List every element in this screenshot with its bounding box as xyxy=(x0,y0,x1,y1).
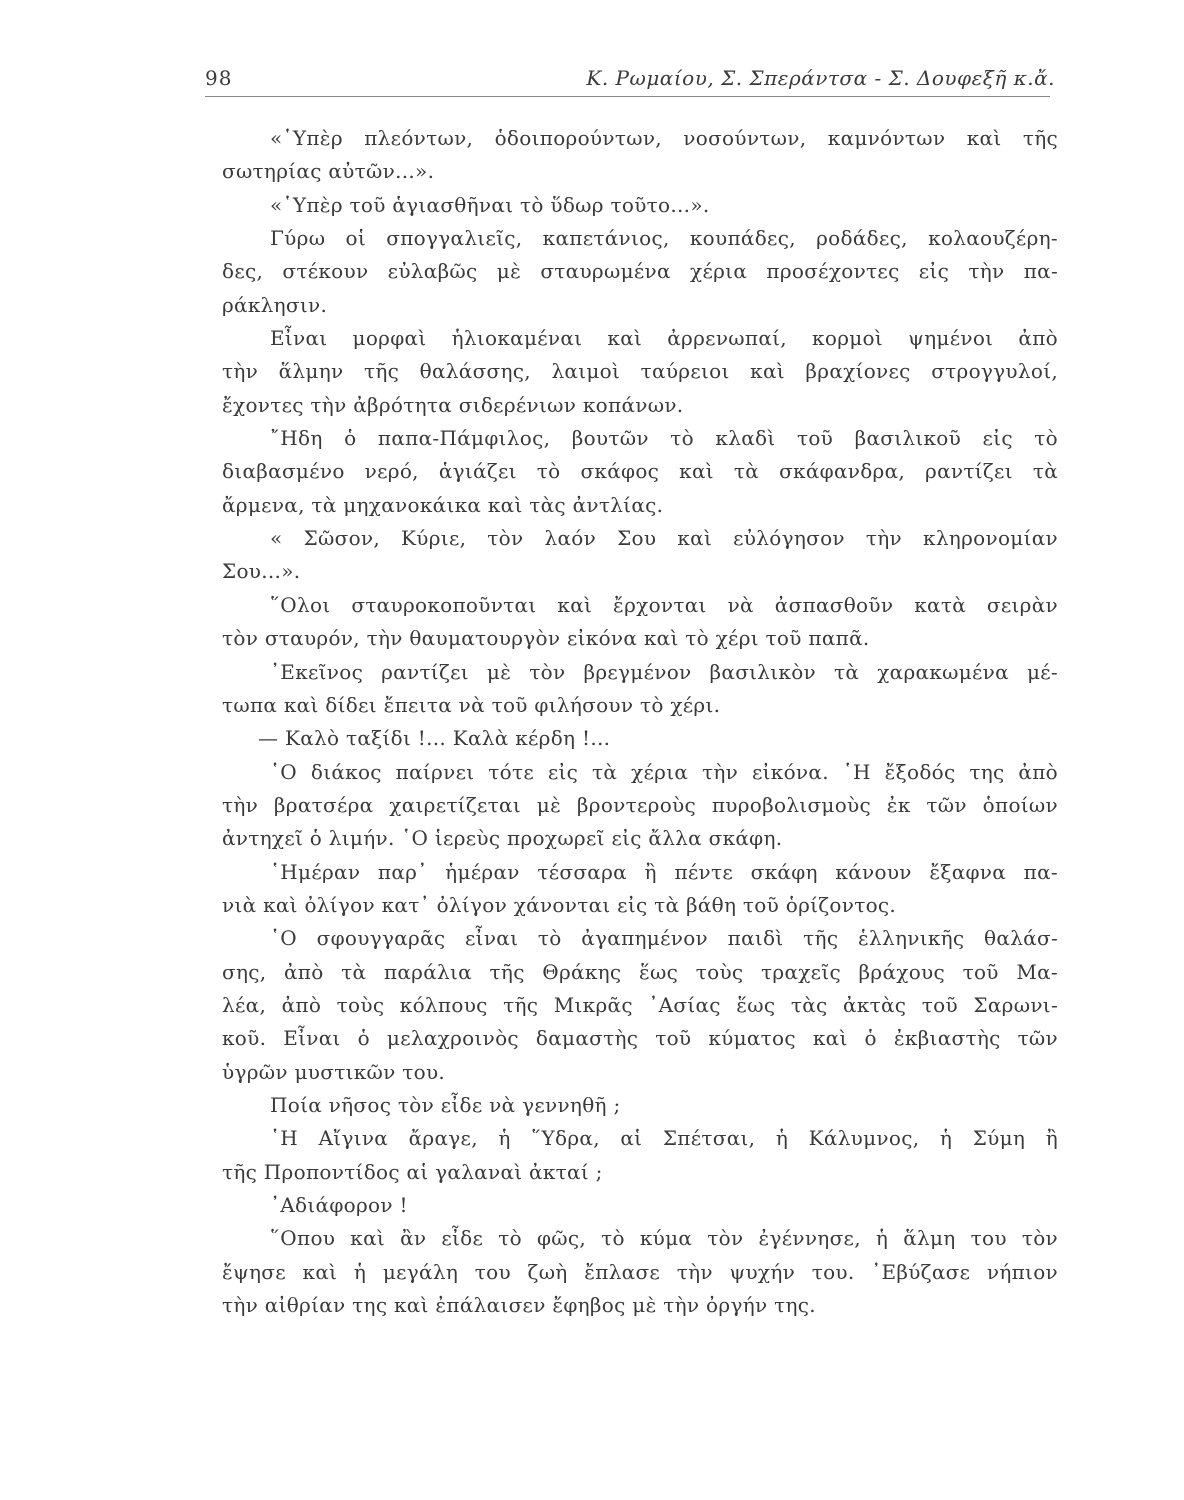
running-head: Κ. Ρωμαίου, Σ. Σπεράντσα - Σ. Δουφεξῆ κ.ἄ. xyxy=(586,66,1055,90)
text-line: ῾Η Αἴγινα ἄραγε, ἡ ῞Υδρα, αἱ Σπέτσαι, ἡ Κάλυμνος, ἡ Σύμη ἢ xyxy=(270,1126,1058,1151)
text-line: τὴν ἅλμην τῆς θαλάσσης, λαιμοὶ ταύρειοι καὶ βραχίονες στρογγυλοί, xyxy=(222,359,1058,384)
text-line: τὸν σταυρόν, τὴν θαυματουργὸν εἰκόνα καὶ τὸ χέρι τοῦ παπᾶ. xyxy=(222,626,870,651)
text-line: ῎Ηδη ὁ παπα-Πάμφιλος, βουτῶν τὸ κλαδὶ τοῦ βασιλικοῦ εἰς τὸ xyxy=(270,426,1058,451)
text-line: ᾿Εκεῖνος ραντίζει μὲ τὸν βρεγμένον βασιλικὸν τὰ χαρακωμένα μέ- xyxy=(270,659,1058,684)
text-line: ἔχοντες τὴν ἀβρότητα σιδερένιων κοπάνων. xyxy=(222,392,684,417)
text-line: ἄρμενα, τὰ μηχανοκάικα καὶ τὰς ἀντλίας. xyxy=(222,492,664,517)
text-line: νιὰ καὶ ὀλίγον κατ᾿ ὀλίγον χάνονται εἰς τὰ βάθη τοῦ ὁρίζοντος. xyxy=(222,892,897,917)
text-line: ὑγρῶν μυστικῶν του. xyxy=(222,1059,446,1084)
text-line: σης, ἀπὸ τὰ παράλια τῆς Θράκης ἕως τοὺς τραχεῖς βράχους τοῦ Μα- xyxy=(222,959,1058,984)
text-line: «῾Υπὲρ τοῦ ἁγιασθῆναι τὸ ὕδωρ τοῦτο...». xyxy=(270,192,710,217)
text-line: λέα, ἀπὸ τοὺς κόλπους τῆς Μικρᾶς ᾿Ασίας ἕως τὰς ἀκτὰς τοῦ Σαρωνι- xyxy=(222,992,1058,1017)
text-line: ῞Οπου καὶ ἂν εἶδε τὸ φῶς, τὸ κύμα τὸν ἐγέννησε, ἡ ἅλμη του τὸν xyxy=(270,1226,1058,1251)
text-line: κοῦ. Εἶναι ὁ μελαχροινὸς δαμαστὴς τοῦ κύματος καὶ ὁ ἐκβιαστὴς τῶν xyxy=(222,1026,1058,1051)
text-line: ράκλησιν. xyxy=(222,292,328,317)
text-line: ἔψησε καὶ ἡ μεγάλη του ζωὴ ἔπλασε τὴν ψυχήν του. ᾿Εβύζασε νήπιον xyxy=(222,1259,1058,1284)
body-text xyxy=(222,122,1058,1322)
text-line: τῆς Προποντίδος αἱ γαλαναὶ ἀκταί ; xyxy=(222,1159,603,1184)
text-line: ᾿Αδιάφορον ! xyxy=(270,1193,408,1217)
text-line: δες, στέκουν εὐλαβῶς μὲ σταυρωμένα χέρια προσέχοντες εἰς τὴν πα- xyxy=(222,259,1058,284)
text-line: τὴν αἰθρίαν της καὶ ἐπάλαισεν ἔφηβος μὲ τὴν ὀργήν της. xyxy=(222,1293,816,1318)
text-line: διαβασμένο νερό, ἁγιάζει τὸ σκάφος καὶ τὰ σκάφανδρα, ραντίζει τὰ xyxy=(222,459,1058,484)
text-line: ῞Ολοι σταυροκοποῦνται καὶ ἔρχονται νὰ ἀσπασθοῦν κατὰ σειρὰν xyxy=(270,592,1058,617)
text-line: «῾Υπὲρ πλεόντων, ὁδοιπορούντων, νοσούντων, καμνόντων καὶ τῆς xyxy=(270,126,1058,150)
text-line: « Σῶσον, Κύριε, τὸν λαόν Σου καὶ εὐλόγησον τὴν κληρονομίαν xyxy=(270,526,1058,551)
text-line: ἀντηχεῖ ὁ λιμήν. ῾Ο ἱερεὺς προχωρεῖ εἰς ἄλλα σκάφη. xyxy=(222,826,783,851)
text-line: ῾Ο σφουγγαρᾶς εἶναι τὸ ἀγαπημένον παιδὶ τῆς ἑλληνικῆς θαλάσ- xyxy=(270,926,1058,951)
text-line: Γύρω οἱ σπογγαλιεῖς, καπετάνιος, κουπάδες, ροδάδες, κολαουζέρη- xyxy=(270,226,1058,251)
text-line: σωτηρίας αὐτῶν...». xyxy=(222,159,435,184)
text-line: ῾Ημέραν παρ᾿ ἡμέραν τέσσαρα ἢ πέντε σκάφη κάνουν ἔξαφνα πα- xyxy=(270,859,1058,884)
text-line: Εἶναι μορφαὶ ἡλιοκαμέναι καὶ ἀρρενωπαί, κορμοὶ ψημένοι ἀπὸ xyxy=(270,326,1058,351)
text-line: τωπα καὶ δίδει ἔπειτα νὰ τοῦ φιλήσουν τὸ χέρι. xyxy=(222,692,721,717)
page-number: 98 xyxy=(205,66,233,90)
text-line: — Καλὸ ταξίδι !... Καλὰ κέρδη !... xyxy=(258,726,611,751)
text-line: Σου...». xyxy=(222,559,301,584)
text-line: ῾Ο διάκος παίρνει τότε εἰς τὰ χέρια τὴν εἰκόνα. ῾Η ἔξοδός της ἀπὸ xyxy=(270,759,1058,784)
page-header xyxy=(205,66,1055,96)
header-rule xyxy=(205,96,1050,97)
text-line: Ποία νῆσος τὸν εἶδε νὰ γεννηθῆ ; xyxy=(270,1092,621,1117)
text-line: τὴν βρατσέρα χαιρετίζεται μὲ βροντεροὺς πυροβολισμοὺς ἐκ τῶν ὁποίων xyxy=(222,792,1058,817)
